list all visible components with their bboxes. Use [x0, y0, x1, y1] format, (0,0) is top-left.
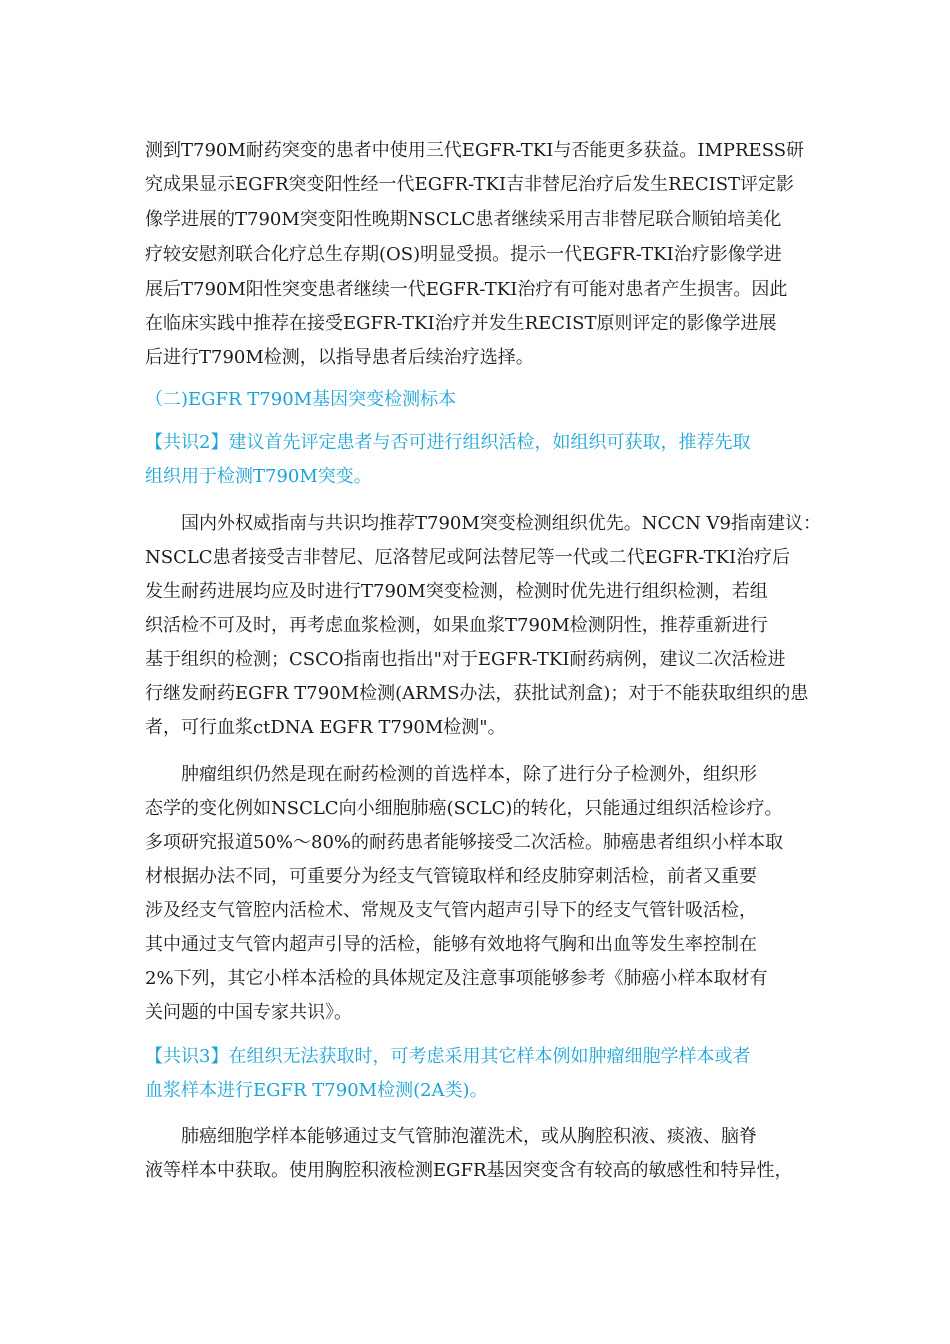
- paragraph-line: 行继发耐药EGFR T790M检测(ARMS办法，获批试剂盒)；对于不能获取组织的患: [145, 683, 809, 704]
- paragraph-line: 疗较安慰剂联合化疗总生存期(OS)明显受损。提示一代EGFR-TKI治疗影像学进: [145, 244, 782, 265]
- paragraph-line: 者，可行血浆ctDNA EGFR T790M检测"。: [145, 717, 506, 738]
- paragraph-line: 肺癌细胞学样本能够通过支气管肺泡灌洗术，或从胸腔积液、痰液、脑脊: [181, 1126, 757, 1147]
- paragraph-line: 肿瘤组织仍然是现在耐药检测的首选样本，除了进行分子检测外，组织形: [181, 764, 757, 785]
- paragraph-line: 液等样本中获取。使用胸腔积液检测EGFR基因突变含有较高的敏感性和特异性，: [145, 1160, 793, 1181]
- paragraph-line: 国内外权威指南与共识均推荐T790M突变检测组织优先。NCCN V9指南建议：: [181, 513, 822, 534]
- paragraph-line: 究成果显示EGFR突变阳性经一代EGFR-TKI吉非替尼治疗后发生RECIST评定影: [145, 174, 795, 195]
- section-heading: （二)EGFR T790M基因突变检测标本: [145, 389, 457, 410]
- paragraph-line: 发生耐药进展均应及时进行T790M突变检测，检测时优先进行组织检测，若组: [145, 581, 768, 602]
- paragraph-line: 像学进展的T790M突变阳性晚期NSCLC患者继续采用吉非替尼联合顺铂培美化: [145, 209, 782, 230]
- paragraph-line: 测到T790M耐药突变的患者中使用三代EGFR-TKI与否能更多获益。IMPRESS研: [145, 140, 805, 161]
- paragraph-line: 涉及经支气管腔内活检术、常规及支气管内超声引导下的经支气管针吸活检，: [145, 900, 757, 921]
- paragraph-line: 态学的变化例如NSCLC向小细胞肺癌(SCLC)的转化，只能通过组织活检诊疗。: [145, 798, 783, 819]
- paragraph-line: 关问题的中国专家共识》。: [145, 1002, 352, 1023]
- consensus-line: 【共识2】建议首先评定患者与否可进行组织活检，如组织可获取，推荐先取: [145, 432, 751, 453]
- paragraph-line: 其中通过支气管内超声引导的活检，能够有效地将气胸和出血等发生率控制在: [145, 934, 757, 955]
- paragraph-line: 2%下列，其它小样本活检的具体规定及注意事项能够参考《肺癌小样本取材有: [145, 968, 768, 989]
- consensus-line: 组织用于检测T790M突变。: [145, 466, 372, 487]
- paragraph-line: 基于组织的检测；CSCO指南也指出"对于EGFR-TKI耐药病例，建议二次活检进: [145, 649, 786, 670]
- paragraph-line: NSCLC患者接受吉非替尼、厄洛替尼或阿法替尼等一代或二代EGFR-TKI治疗后: [145, 547, 791, 568]
- paragraph-line: 织活检不可及时，再考虑血浆检测，如果血浆T790M检测阴性，推荐重新进行: [145, 615, 768, 636]
- paragraph-line: 后进行T790M检测，以指导患者后续治疗选择。: [145, 347, 534, 368]
- paragraph-line: 展后T790M阳性突变患者继续一代EGFR-TKI治疗有可能对患者产生损害。因此: [145, 279, 788, 300]
- consensus-line: 血浆样本进行EGFR T790M检测(2A类)。: [145, 1080, 488, 1101]
- paragraph-line: 在临床实践中推荐在接受EGFR-TKI治疗并发生RECIST原则评定的影像学进展: [145, 313, 777, 334]
- paragraph-line: 多项研究报道50%～80%的耐药患者能够接受二次活检。肺癌患者组织小样本取: [145, 832, 784, 853]
- consensus-line: 【共识3】在组织无法获取时，可考虑采用其它样本例如肿瘤细胞学样本或者: [145, 1046, 751, 1067]
- paragraph-line: 材根据办法不同，可重要分为经支气管镜取样和经皮肺穿刺活检，前者又重要: [145, 866, 757, 887]
